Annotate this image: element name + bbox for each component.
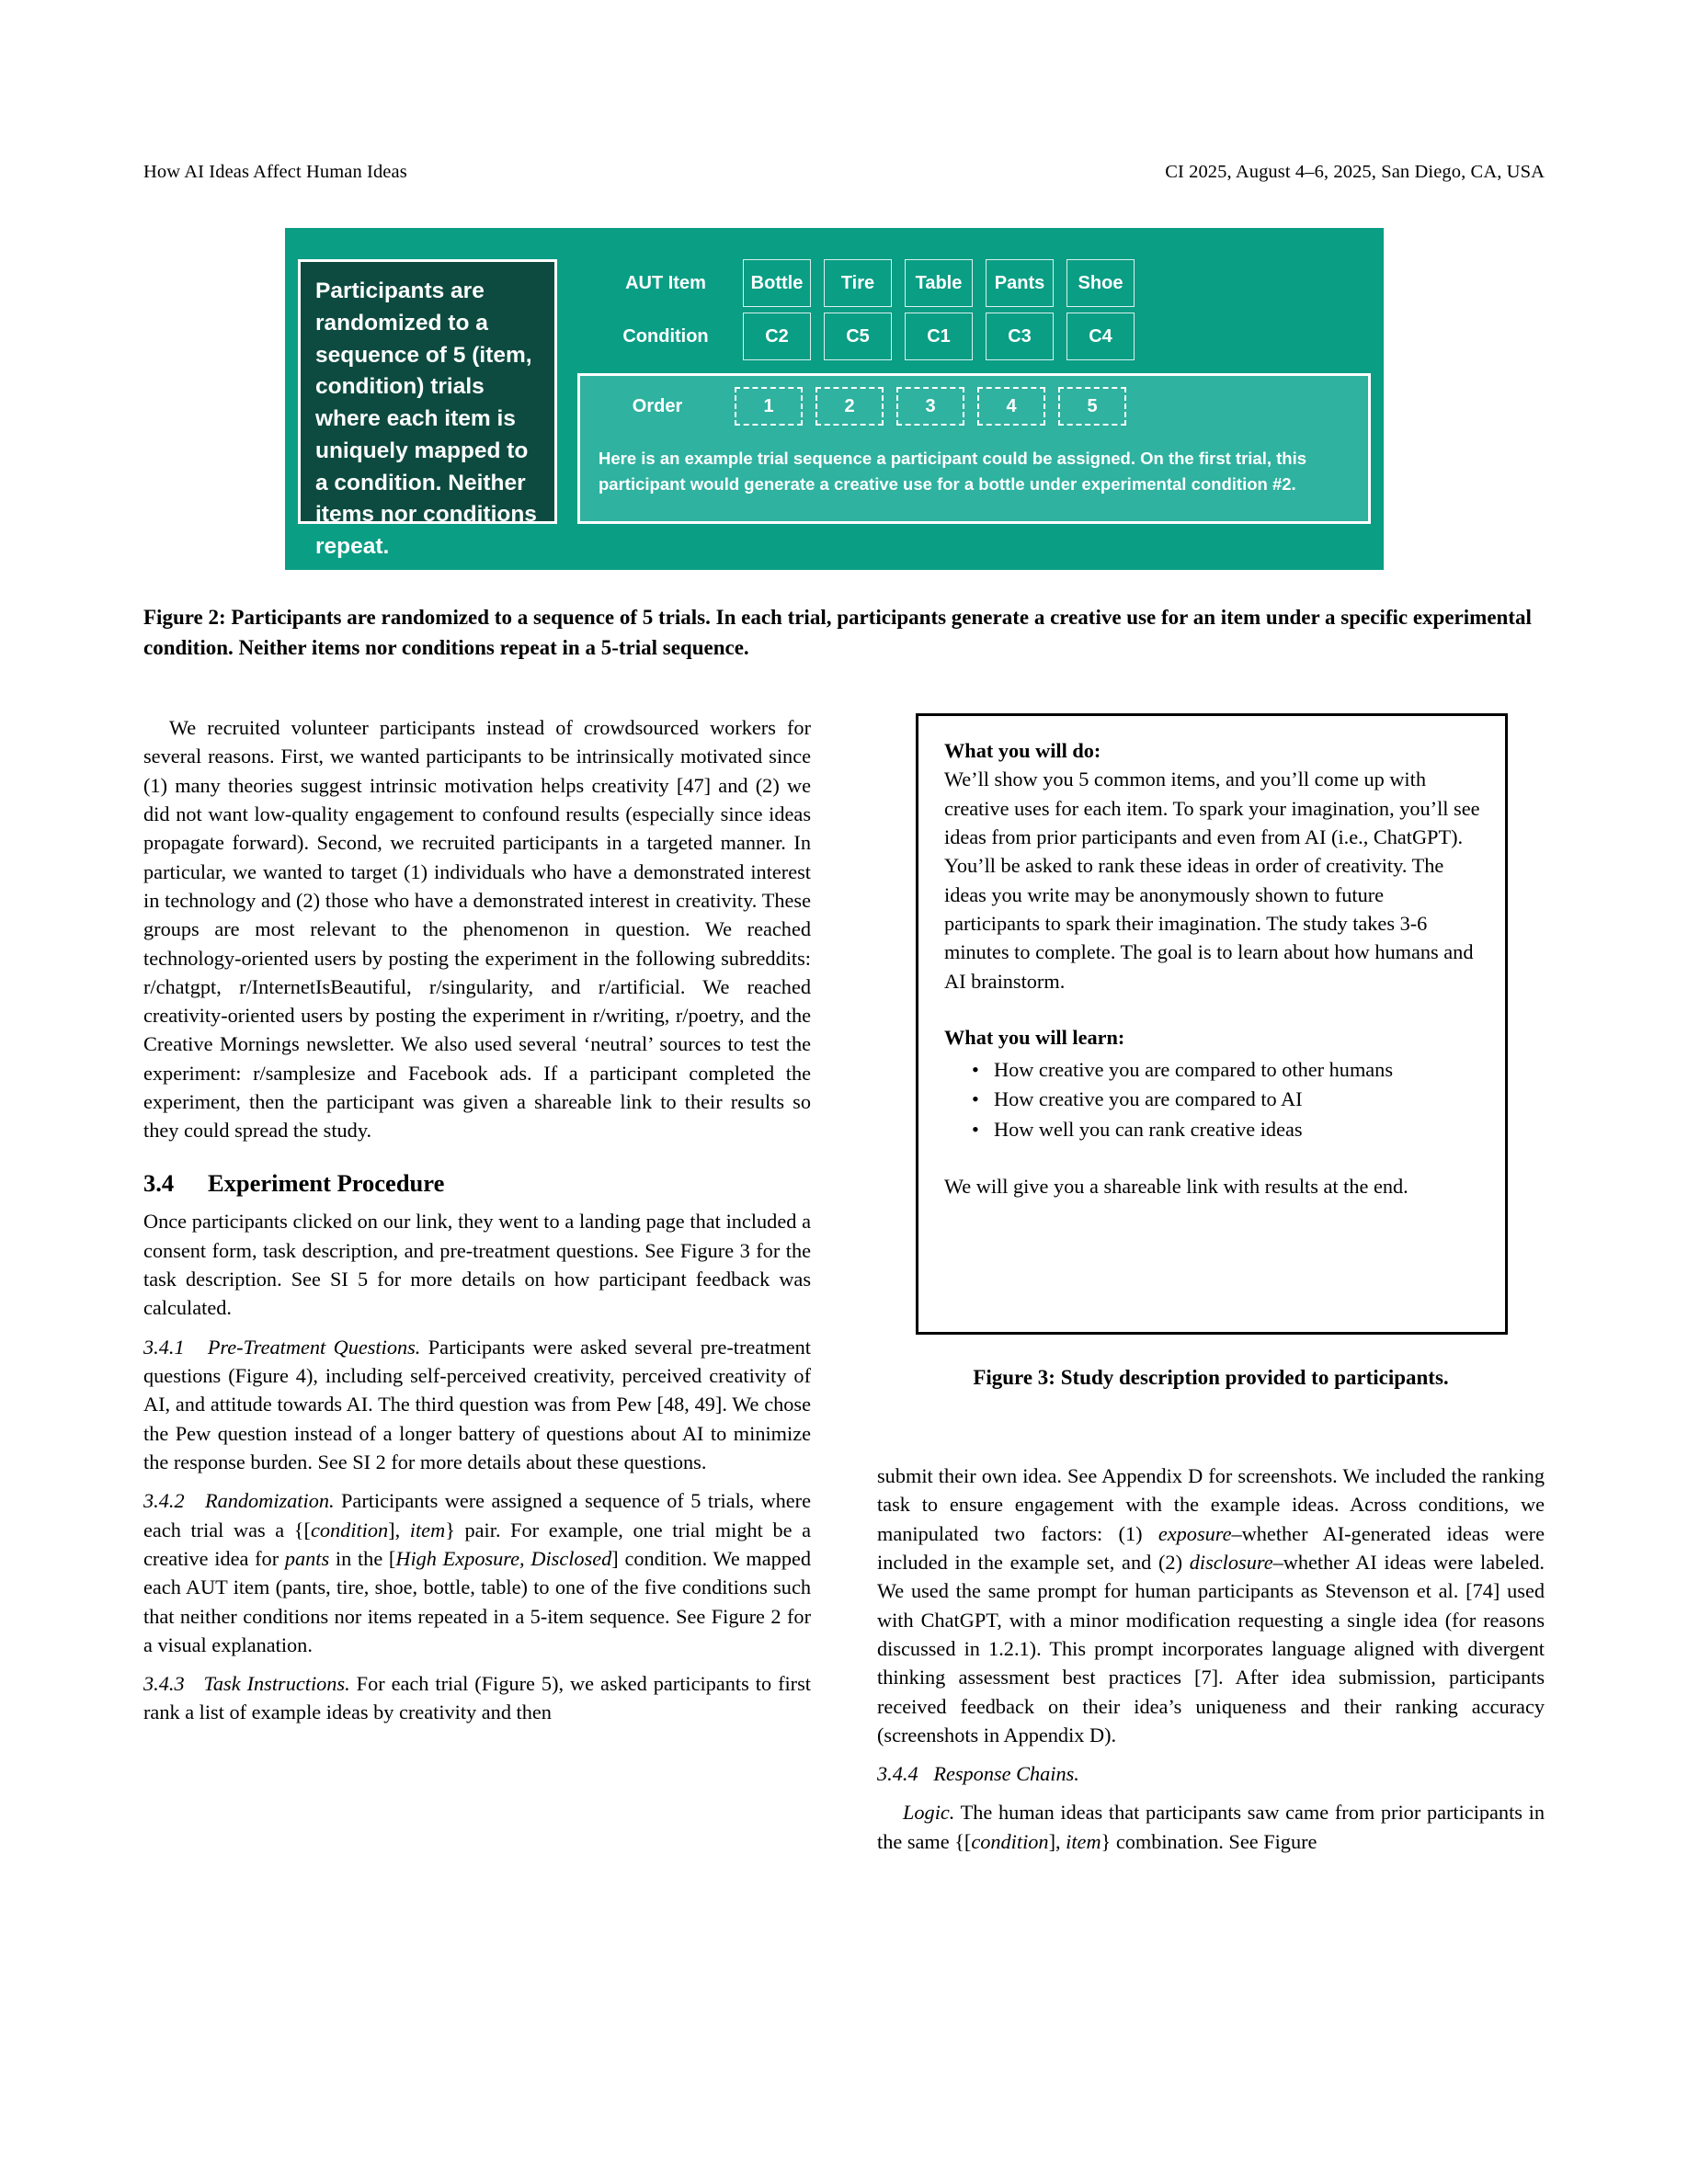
term-condition: condition <box>310 1518 389 1541</box>
paragraph-recruitment: We recruited volunteer participants instead of crowdsourced workers for several reasons. First, we wanted participants to be intrinsically motivated since (1) many theories suggest intrinsic motivation helps creativity [47] and (2) we did not want low-quality engagement to confound results (especially since ideas propagate forward). Second, we recruited participants in a targeted manner. In particular, we wanted to target (1) individuals who have a demonstrated interest in technology and (2) those who have a demonstrated interest in creativity. These groups are most relevant to the phenomenon in question. We reached technology-oriented users by posting the experiment in the following subreddits: r/chatgpt, r/InternetIsBeautiful, r/singularity, and r/artificial. We reached creativity-oriented users by posting the experiment in r/writing, r/poetry, and the Creative Mornings newsletter. We also used several ‘neutral’ sources to test the experiment: r/samplesize and Facebook ads. If a participant completed the experiment, then the participant was given a shareable link to their results so they could spread the study. <box>143 716 811 1143</box>
paragraph-randomization <box>143 1486 811 1659</box>
subsection-title-response-chains: Response Chains. <box>933 1762 1079 1786</box>
condition-cell: C2 <box>743 313 811 360</box>
figure-3-body-do: We’ll show you 5 common items, and you’ll come up with creative uses for each item. To spark your imagination, you’ll see ideas from prior participants and even from AI (i.e., ChatGPT). You’ll be asked to rank these ideas in order of creativity. The ideas you write may be anonymously shown to future participants to spark their imagination. The study takes 3-6 minutes to complete. The goal is to learn about how humans and AI brainstorm. <box>944 768 1480 993</box>
order-cell: 2 <box>815 387 884 426</box>
randomization-text-e: ] condition. We mapped each AUT item (pants, tire, shoe, bottle, table) to one of the five conditions such that neither conditions nor items repeated in a 5-item sequence. See Figure 2 for a visual explanation. <box>143 1546 812 1656</box>
condition-label: Condition <box>622 325 709 347</box>
paragraph-conditions <box>877 1462 1545 1749</box>
running-head-right: CI 2025, August 4–6, 2025, San Diego, CA, USA <box>1165 162 1545 182</box>
figure-2-right <box>577 259 1371 524</box>
condition-row <box>588 313 1371 360</box>
subsection-number-3-4-4: 3.4.4 <box>877 1762 918 1786</box>
condition-cell: C1 <box>905 313 973 360</box>
paragraph-procedure: Once participants clicked on our link, they went to a landing page that included a consent form, task description, and pre-treatment questions. See Figure 3 for the task description. See SI 5 for more details on how participant feedback was calculated. <box>143 1210 811 1320</box>
paragraph-pre-treatment <box>143 1333 811 1477</box>
order-note: Here is an example trial sequence a participant could be assigned. On the first trial, this participant would generate a creative use for a bottle under experimental condition #2. <box>599 449 1307 494</box>
conditions-text-c: –whether AI ideas were labeled. We used the same prompt for human participants as Stevenson et al. [74] used with ChatGPT, with a minor modification requesting a single idea (for reasons discussed in 1.2.1). This prompt incorporates language aligned with divergent thinking assessment best practices [7]. After idea submission, participants received feedback on their idea’s uniqueness and their ranking accuracy (screenshots in Appendix D). <box>877 1550 1545 1746</box>
logic-text-b: ], <box>1048 1829 1066 1853</box>
subsection-number-3-4-1: 3.4.1 <box>143 1335 185 1359</box>
paragraph-logic <box>877 1798 1545 1856</box>
conditions-text-b: –whether AI-generated ideas were included in the example set, and (2) <box>877 1521 1545 1574</box>
list-item: • How creative you are compared to other humans <box>992 1055 1481 1084</box>
running-head-left: How AI Ideas Affect Human Ideas <box>143 162 407 182</box>
section-number: 3.4 <box>143 1168 175 1197</box>
aut-item-label: AUT Item <box>625 272 706 293</box>
order-cell: 4 <box>977 387 1045 426</box>
logic-label: Logic. <box>903 1801 955 1825</box>
list-item: • How creative you are compared to AI <box>992 1085 1481 1113</box>
figure-3-heading-do: What you will do: <box>944 739 1101 762</box>
term-item: item <box>409 1518 446 1541</box>
subsection-number-3-4-2: 3.4.2 <box>143 1489 185 1513</box>
subsection-title-task-instructions: Task Instructions. <box>203 1672 350 1696</box>
aut-item-cell: Tire <box>824 259 892 307</box>
aut-item-cell: Bottle <box>743 259 811 307</box>
order-label: Order <box>632 395 683 416</box>
term-item-2: item <box>1066 1829 1101 1853</box>
aut-item-cell: Shoe <box>1066 259 1135 307</box>
figure-3-spacer <box>944 995 1481 1023</box>
term-disclosure: disclosure <box>1189 1550 1273 1574</box>
right-text-column <box>877 1462 1545 1866</box>
section-heading-3-4 <box>143 1169 811 1199</box>
figure-2-grid <box>577 259 1371 366</box>
term-condition-2: condition <box>971 1829 1049 1853</box>
randomization-text-d: in the [ <box>329 1546 396 1570</box>
order-cell: 3 <box>896 387 964 426</box>
condition-cell: C3 <box>986 313 1054 360</box>
randomization-text-a: Participants were assigned a sequence of 5 trials, where each trial was a {[ <box>143 1489 811 1541</box>
left-text-column <box>143 713 811 1737</box>
order-cell: 1 <box>735 387 803 426</box>
logic-text-c: } combination. See Figure <box>1101 1829 1317 1853</box>
figure-3-box <box>916 713 1508 1335</box>
subsection-body-pre-treatment: Participants were asked several pre-treatment questions (Figure 4), including self-perceived creativity, perceived creativity of AI, and attitude towards AI. The third question was from Pew [48, 49]. We chose the Pew question instead of a longer battery of questions about AI to minimize the response burden. See SI 2 for more details about these questions. <box>143 1335 811 1473</box>
aut-item-cell: Pants <box>986 259 1054 307</box>
aut-item-cell: Table <box>905 259 973 307</box>
figure-2-inner <box>298 259 1371 560</box>
subsection-title-pre-treatment: Pre-Treatment Questions. <box>207 1335 421 1359</box>
conditions-text-a: submit their own idea. See Appendix D for screenshots. We included the ranking task to ensure engagement with the example ideas. Across conditions, we manipulated two factors: (1) <box>877 1464 1545 1545</box>
paragraph-task-instructions <box>143 1669 811 1727</box>
term-exposure: exposure <box>1158 1521 1232 1545</box>
figure-3-spacer-2 <box>944 1144 1481 1172</box>
logic-text-a: The human ideas that participants saw came from prior participants in the same {[ <box>877 1801 1545 1853</box>
figure-2-callout: Participants are randomized to a sequence of 5 (item, condition) trials where each item is uniquely mapped to a condition. Neither items nor conditions repeat. <box>298 259 557 524</box>
randomization-text-c: } pair. For example, one trial might be a creative idea for <box>143 1518 811 1570</box>
figure-3-heading-learn: What you will learn: <box>944 1025 1125 1049</box>
order-cell: 5 <box>1058 387 1126 426</box>
subsection-body-task-instructions: For each trial (Figure 5), we asked participants to first rank a list of example ideas by creativity and then <box>143 1672 811 1724</box>
randomization-text-b: ], <box>388 1518 410 1541</box>
figure-3-bullet-list <box>944 1055 1481 1143</box>
subsection-number-3-4-3: 3.4.3 <box>143 1672 185 1696</box>
term-high-exposure-disclosed: High Exposure, Disclosed <box>395 1546 612 1570</box>
order-row <box>580 387 1350 426</box>
subsection-title-randomization: Randomization. <box>204 1489 335 1513</box>
figure-3-body-link: We will give you a shareable link with results at the end. <box>944 1175 1409 1199</box>
paragraph-response-chains-heading <box>877 1759 1545 1788</box>
figure-3-caption: Figure 3: Study description provided to participants. <box>973 1366 1449 1389</box>
order-panel <box>577 373 1371 524</box>
aut-item-row <box>588 259 1371 307</box>
condition-cell: C4 <box>1066 313 1135 360</box>
figure-2-graphic <box>285 228 1384 570</box>
term-pants: pants <box>284 1546 330 1570</box>
figure-2-caption: Figure 2: Participants are randomized to a sequence of 5 trials. In each trial, participants generate a creative use for an item under a specific experimental condition. Neither items nor conditions repeat in a 5-trial sequence. <box>143 606 1532 660</box>
condition-cell: C5 <box>824 313 892 360</box>
section-title: Experiment Procedure <box>208 1168 445 1197</box>
running-head <box>143 162 1545 183</box>
list-item: • How well you can rank creative ideas <box>992 1115 1481 1143</box>
